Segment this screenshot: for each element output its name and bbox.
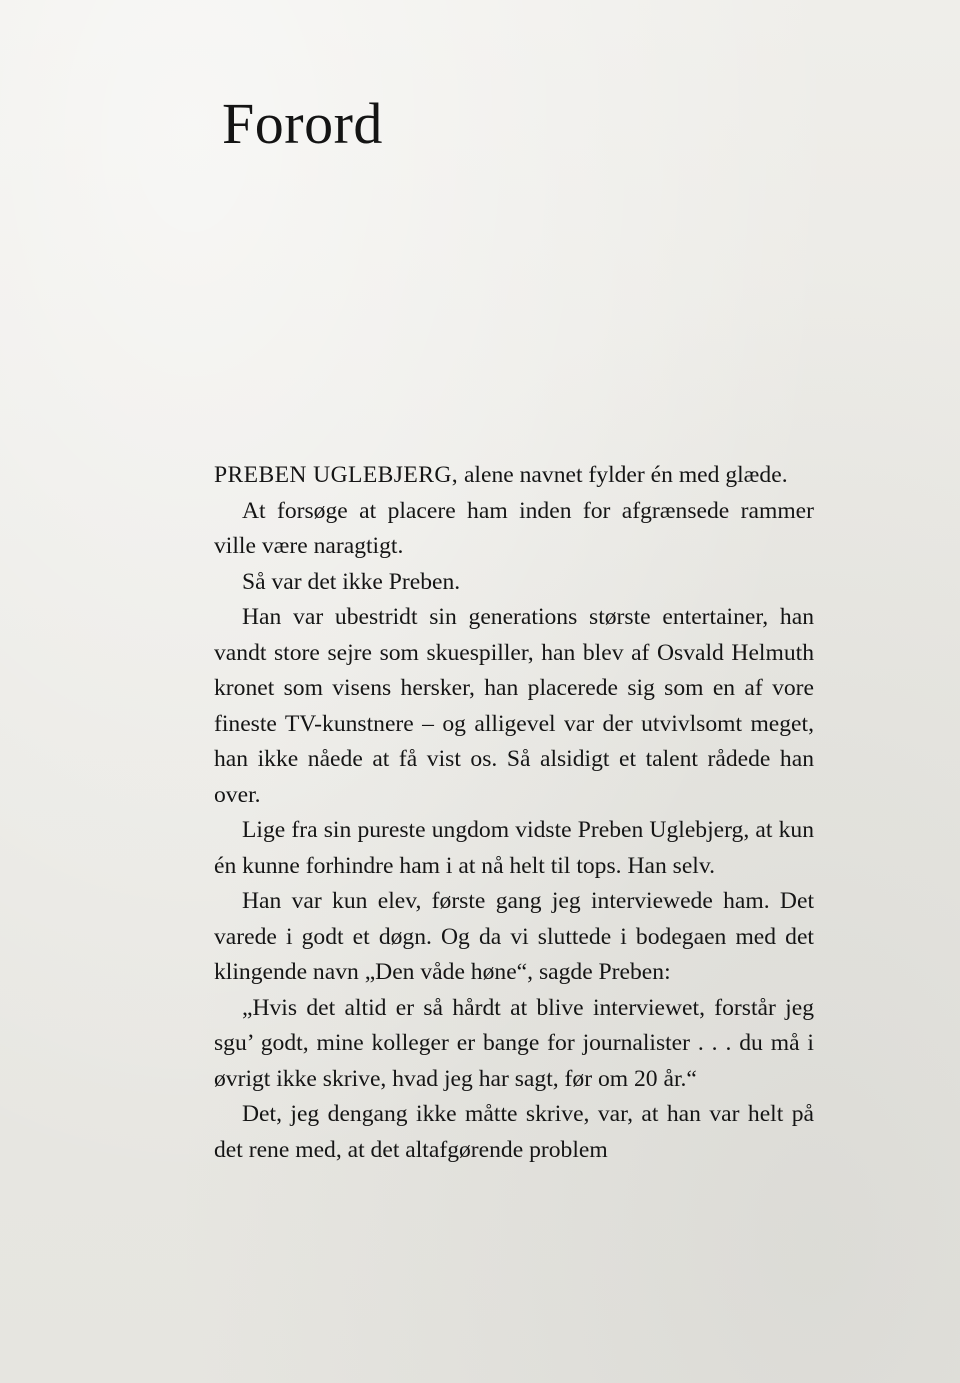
paragraph-5-text: Lige fra sin pureste ungdom vidste Preben Uglebjerg, at kun én kunne forhindre ham i at nå helt til tops. Han selv. (214, 817, 814, 879)
paragraph-3 (214, 565, 814, 601)
paragraph-2 (214, 494, 814, 565)
paragraph-8-text: Det, jeg dengang ikke måtte skrive, var, at han var helt på det rene med, at det altafgørende problem (214, 1101, 814, 1163)
paragraph-4-text: Han var ubestridt sin generations største entertainer, han vandt store sejre som skuespiller, han blev af Osvald Helmuth kronet som visens hersker, han placerede sig som en af vore fineste TV-kunstnere – og alligevel var der utvivlsomt meget, han ikke nåede at få vist os. Så alsidigt et talent rådede han over. (214, 604, 814, 808)
paragraph-1-text: alene navnet fylder én med glæde. (458, 462, 788, 488)
body-text (214, 458, 814, 1168)
paragraph-7 (214, 991, 814, 1098)
paragraph-6 (214, 884, 814, 991)
paragraph-1-lead: PREBEN UGLEBJERG, (214, 462, 459, 488)
paragraph-8 (214, 1097, 814, 1168)
paragraph-2-text: At forsøge at placere ham inden for afgrænsede rammer ville være naragtigt. (214, 497, 814, 559)
paragraph-5 (214, 813, 814, 884)
chapter-title: Forord (222, 91, 383, 156)
paragraph-6-text: Han var kun elev, første gang jeg interviewede ham. Det varede i godt et døgn. Og da vi sluttede i bodegaen med det klingende navn „Den våde høne“, sagde Preben: (214, 888, 814, 985)
paragraph-3-text: Så var det ikke Preben. (242, 568, 461, 595)
paragraph-1 (214, 458, 814, 494)
paragraph-4 (214, 600, 814, 813)
paragraph-7-text: „Hvis det altid er så hårdt at blive interviewet, forstår jeg sgu’ godt, mine kolleger er bange for journalister . . . du må i øvrigt ikke skrive, hvad jeg har sagt, før om 20 år.“ (214, 994, 814, 1092)
